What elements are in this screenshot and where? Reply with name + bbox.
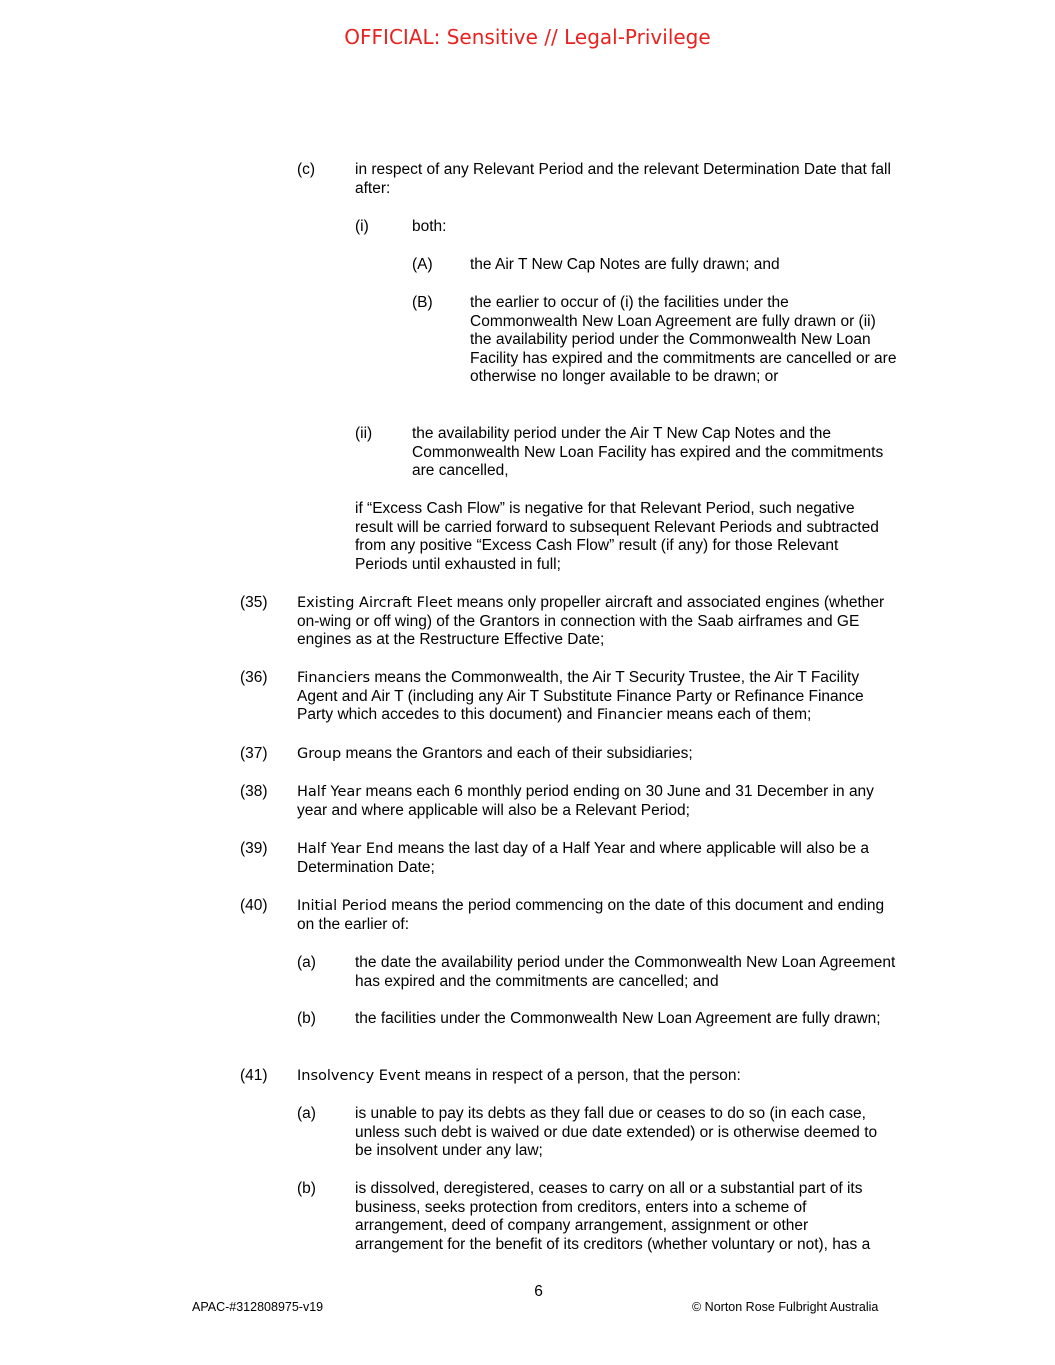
definition-text: means the Commonwealth, the Air T Security Trustee, the Air T Facility Agent and Air T (including any Air T Substitute Finance Party or Refinance Finance Party which accedes to this document) and [297, 669, 864, 724]
definition-text: means the Grantors and each of their subsidiaries; [341, 745, 693, 762]
definition-body [297, 669, 897, 725]
clause-number: (c) [297, 161, 316, 178]
definition-body [297, 745, 897, 764]
defined-term: Existing Aircraft Fleet [297, 595, 453, 611]
clause-text: is dissolved, deregistered, ceases to carry on all or a substantial part of its business, seeks protection from creditors, enters into a scheme of arrangement, deed of company arrangement, assignment or other arrangement for the benefit of its creditors (whether voluntary or not), has a [355, 1180, 871, 1253]
definition-number: (36) [240, 669, 268, 686]
definition-body [297, 897, 897, 934]
classification-header: OFFICIAL: Sensitive // Legal-Privilege [344, 25, 711, 49]
clause-text: the Air T New Cap Notes are fully drawn; and [470, 256, 780, 273]
definition-number: (39) [240, 840, 268, 857]
clause-number: (B) [412, 294, 433, 311]
clause-text: the availability period under the Air T New Cap Notes and the Commonwealth New Loan Facility has expired and the commitments are cancelled, [412, 425, 884, 480]
definition-body [297, 783, 897, 820]
clause-text: in respect of any Relevant Period and the relevant Determination Date that fall after: [355, 161, 891, 197]
definition-text: means each 6 monthly period ending on 30 June and 31 December in any year and where applicable will also be a Relevant Period; [297, 783, 874, 819]
clause-c-continuation: if “Excess Cash Flow” is negative for that Relevant Period, such negative result will be carried forward to subsequent Relevant Periods and subtracted from any positive “Excess Cash Flow” result (if any) for those Relevant Periods until exhausted in full; [355, 500, 879, 573]
copyright-notice: © Norton Rose Fulbright Australia [692, 1300, 879, 1314]
defined-term: Half Year End [297, 841, 394, 857]
definition-text: means only propeller aircraft and associated engines (whether on-wing or off wing) of the Grantors in connection with the Saab airframes and GE engines as at the Restructure Effective Date; [297, 594, 885, 649]
clause-text: the earlier to occur of (i) the facilities under the Commonwealth New Loan Agreement are fully drawn or (ii) the availability period under the Commonwealth New Loan Facility has expired and the commitments are cancelled or are otherwise no longer available to be drawn; or [470, 294, 897, 386]
defined-term: Half Year [297, 784, 362, 800]
definition-body [297, 1067, 897, 1086]
definition-body [297, 840, 897, 877]
defined-term: Insolvency Event [297, 1068, 421, 1084]
defined-term: Financier [596, 707, 663, 724]
definition-body [297, 594, 897, 650]
definition-number: (40) [240, 897, 268, 914]
definition-text: means in respect of a person, that the person: [420, 1067, 741, 1084]
document-reference: APAC-#312808975-v19 [192, 1300, 324, 1314]
defined-term: Group [297, 746, 342, 762]
defined-term: Financiers [297, 670, 371, 686]
definition-number: (41) [240, 1067, 268, 1084]
defined-term: Initial Period [297, 898, 387, 914]
clause-text: the facilities under the Commonwealth New Loan Agreement are fully drawn; [355, 1010, 881, 1027]
definition-number: (35) [240, 594, 268, 611]
clause-text: both: [412, 218, 447, 235]
clause-number: (b) [297, 1010, 316, 1027]
clause-number: (i) [355, 218, 369, 235]
clause-number: (b) [297, 1180, 316, 1197]
clause-number: (a) [297, 1105, 316, 1122]
page-number: 6 [534, 1283, 543, 1300]
definition-text: means the period commencing on the date of this document and ending on the earlier of: [297, 897, 885, 933]
clause-number: (a) [297, 954, 316, 971]
clause-text: is unable to pay its debts as they fall due or ceases to do so (in each case, unless such debt is waived or due date extended) or is otherwise deemed to be insolvent under any law; [355, 1105, 878, 1160]
definition-number: (37) [240, 745, 268, 762]
clause-number: (ii) [355, 425, 373, 442]
definition-text: means each of them; [662, 706, 812, 724]
definition-number: (38) [240, 783, 268, 800]
clause-text: the date the availability period under the Commonwealth New Loan Agreement has expired and the commitments are cancelled; and [355, 954, 896, 990]
clause-number: (A) [412, 256, 433, 273]
definition-text: means the last day of a Half Year and where applicable will also be a Determination Date; [297, 840, 870, 876]
